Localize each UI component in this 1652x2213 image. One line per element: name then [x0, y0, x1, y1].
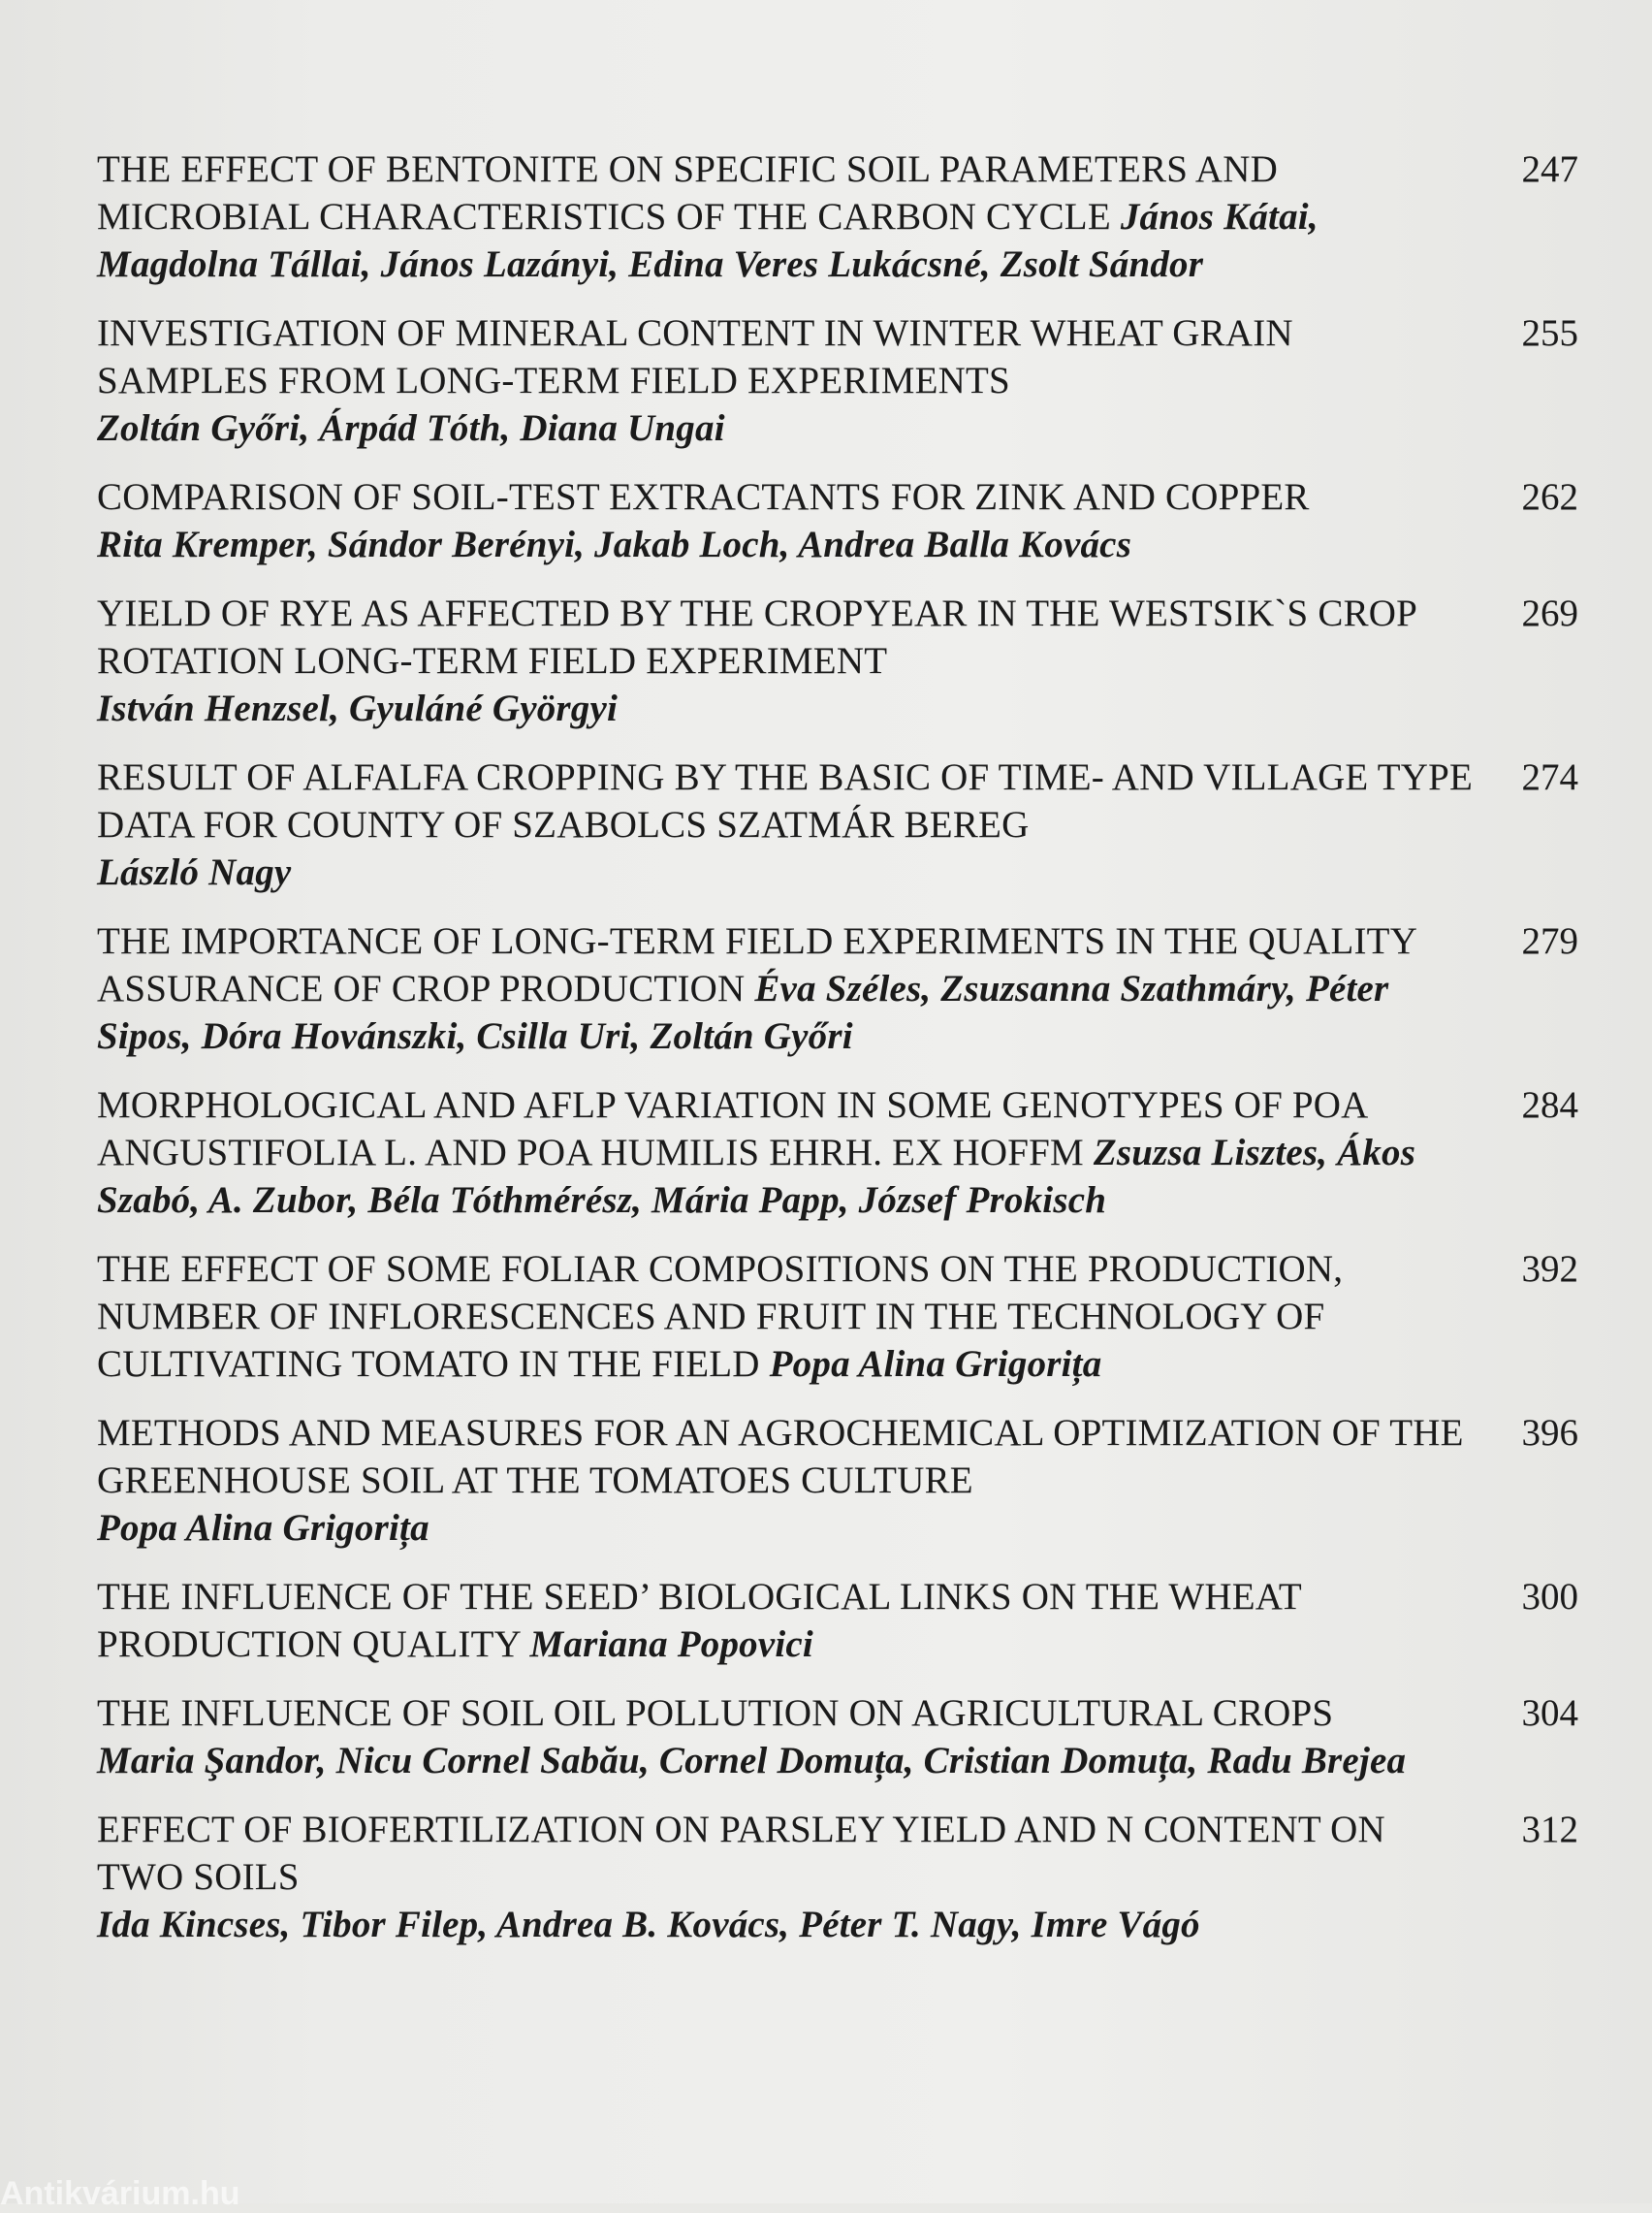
entry-authors: Éva Széles, Zsuzsanna Szathmáry, Péter Sipos, Dóra Hovánszki, Csilla Uri, Zoltán Győri: [97, 968, 1389, 1057]
entry-text: [97, 917, 1474, 1060]
page-number: 269: [1521, 593, 1578, 634]
page-number: 392: [1521, 1248, 1578, 1290]
entry-title: THE IMPORTANCE OF LONG-TERM FIELD EXPERIMENTS IN THE QUALITY ASSURANCE OF CROP PRODUCTION: [97, 920, 1416, 1010]
toc-entry-7: [97, 1081, 1590, 1224]
entry-authors: Popa Alina Grigorița: [769, 1343, 1102, 1385]
toc-entry-8: [97, 1245, 1590, 1388]
toc-entry-11: [97, 1689, 1590, 1784]
entry-authors: János Kátai, Magdolna Tállai, János Lazányi, Edina Veres Lukácsné, Zsolt Sándor: [97, 196, 1318, 285]
entry-text: [97, 1409, 1474, 1552]
entry-title: COMPARISON OF SOIL-TEST EXTRACTANTS FOR ZINK AND COPPER: [97, 476, 1310, 518]
entry-text: [97, 590, 1474, 732]
entry-authors: Zsuzsa Lisztes, Ákos Szabó, A. Zubor, Béla Tóthmérész, Mária Papp, József Prokisch: [97, 1132, 1416, 1221]
page-number: 284: [1521, 1084, 1578, 1126]
toc-entry-10: [97, 1573, 1590, 1668]
page-number: 279: [1521, 920, 1578, 962]
table-of-contents: [97, 145, 1590, 1970]
entry-text: [97, 309, 1474, 452]
entry-text: [97, 145, 1474, 288]
page-number: 312: [1521, 1809, 1578, 1850]
entry-authors: László Nagy: [97, 851, 292, 893]
page-number: 300: [1521, 1576, 1578, 1618]
entry-title: METHODS AND MEASURES FOR AN AGROCHEMICAL OPTIMIZATION OF THE GREENHOUSE SOIL AT THE TOMATOES CULTURE: [97, 1412, 1464, 1501]
entry-authors: Ida Kincses, Tibor Filep, Andrea B. Kovács, Péter T. Nagy, Imre Vágó: [97, 1904, 1200, 1945]
entry-authors: István Henzsel, Gyuláné Györgyi: [97, 688, 619, 729]
page-number: 255: [1521, 312, 1578, 354]
watermark: Antikvárium.hu: [0, 2175, 240, 2212]
page-number: 304: [1521, 1692, 1578, 1734]
entry-text: [97, 1573, 1474, 1668]
entry-title: THE INFLUENCE OF SOIL OIL POLLUTION ON AGRICULTURAL CROPS: [97, 1692, 1334, 1734]
entry-authors: Mariana Popovici: [529, 1623, 813, 1665]
entry-title: EFFECT OF BIOFERTILIZATION ON PARSLEY YIELD AND N CONTENT ON TWO SOILS: [97, 1809, 1385, 1898]
entry-text: [97, 1245, 1474, 1388]
page-number: 274: [1521, 756, 1578, 798]
page-number: 247: [1521, 148, 1578, 190]
toc-entry-3: [97, 473, 1590, 568]
toc-entry-4: [97, 590, 1590, 732]
page-number: 262: [1521, 476, 1578, 518]
toc-entry-9: [97, 1409, 1590, 1552]
entry-text: [97, 1689, 1474, 1784]
entry-title: THE INFLUENCE OF THE SEED’ BIOLOGICAL LINKS ON THE WHEAT PRODUCTION QUALITY: [97, 1576, 1302, 1665]
toc-entry-5: [97, 754, 1590, 896]
entry-authors: Rita Kremper, Sándor Berényi, Jakab Loch, Andrea Balla Kovács: [97, 524, 1132, 565]
entry-text: [97, 754, 1474, 896]
entry-title: YIELD OF RYE AS AFFECTED BY THE CROPYEAR IN THE WESTSIK`S CROP ROTATION LONG-TERM FIELD EXPERIMENT: [97, 593, 1416, 682]
entry-title: INVESTIGATION OF MINERAL CONTENT IN WINTER WHEAT GRAIN SAMPLES FROM LONG-TERM FIELD EXPERIMENTS: [97, 312, 1293, 401]
entry-title: RESULT OF ALFALFA CROPPING BY THE BASIC OF TIME- AND VILLAGE TYPE DATA FOR COUNTY OF SZABOLCS SZATMÁR BEREG: [97, 756, 1473, 846]
entry-title: THE EFFECT OF SOME FOLIAR COMPOSITIONS ON THE PRODUCTION, NUMBER OF INFLORESCENCES AND FRUIT IN THE TECHNOLOGY OF CULTIVATING TOMATO IN THE FIELD: [97, 1248, 1344, 1385]
toc-entry-12: [97, 1806, 1590, 1948]
entry-title: MORPHOLOGICAL AND AFLP VARIATION IN SOME GENOTYPES OF POA ANGUSTIFOLIA L. AND POA HUMILIS EHRH. EX HOFFM: [97, 1084, 1367, 1173]
entry-authors: Maria Şandor, Nicu Cornel Sabău, Cornel Domuța, Cristian Domuța, Radu Brejea: [97, 1740, 1407, 1781]
page-number: 396: [1521, 1412, 1578, 1454]
entry-authors: Popa Alina Grigorița: [97, 1507, 429, 1549]
entry-authors: Zoltán Győri, Árpád Tóth, Diana Ungai: [97, 407, 725, 449]
entry-text: [97, 1081, 1474, 1224]
toc-entry-1: [97, 145, 1590, 288]
entry-text: [97, 473, 1474, 568]
entry-title: THE EFFECT OF BENTONITE ON SPECIFIC SOIL PARAMETERS AND MICROBIAL CHARACTERISTICS OF THE CARBON CYCLE: [97, 148, 1278, 238]
toc-entry-2: [97, 309, 1590, 452]
entry-text: [97, 1806, 1474, 1948]
toc-entry-6: [97, 917, 1590, 1060]
